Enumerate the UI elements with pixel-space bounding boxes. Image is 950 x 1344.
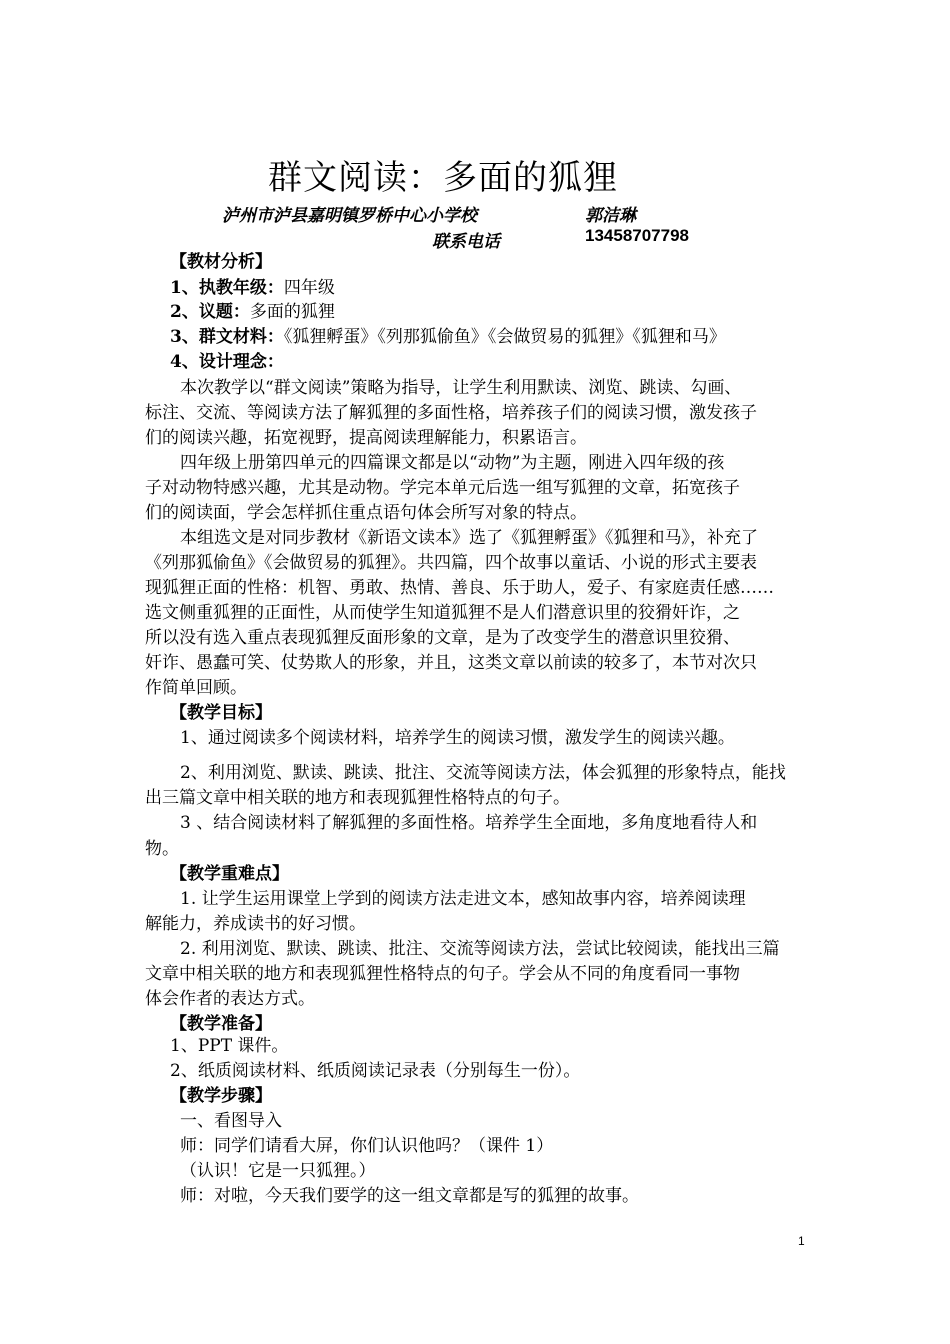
concept-p2-line: 子对动物特感兴趣，尤其是动物。学完本单元后选一组写狐狸的文章，拓宽孩子 [145, 478, 740, 498]
concept-p3-line: 奸诈、愚蠢可笑、仗势欺人的形象，并且，这类文章以前读的较多了，本节对次只 [145, 653, 757, 673]
step-line: 师：对啦，今天我们要学的这一组文章都是写的狐狸的故事。 [180, 1186, 639, 1206]
section-heading-key-points: 【教学重难点】 [170, 864, 289, 884]
item-topic-label: 2、议题： [170, 302, 250, 322]
phone-number: 13458707798 [585, 226, 690, 245]
section-heading-goals: 【教学目标】 [170, 703, 272, 723]
item-grade-value: 四年级 [283, 278, 335, 298]
concept-p3-line: 现狐狸正面的性格：机智、勇敢、热情、善良、乐于助人，爱子、有家庭责任感…… [145, 578, 774, 598]
section-heading-materials: 【教材分析】 [170, 252, 272, 272]
step-line: 师：同学们请看大屏，你们认识他吗？（课件 1） [180, 1136, 554, 1156]
concept-p1-line: 本次教学以“群文阅读”策略为指导，让学生利用默读、浏览、跳读、勾画、 [180, 378, 742, 398]
item-grade-label: 1、执教年级： [170, 278, 284, 298]
item-materials-label: 3、群文材料： [170, 327, 284, 347]
concept-p1-line: 标注、交流、等阅读方法了解狐狸的多面性格，培养孩子们的阅读习惯，激发孩子 [145, 403, 757, 423]
concept-p3-line: 选文侧重狐狸的正面性，从而使学生知道狐狸不是人们潜意识里的狡猾奸诈，之 [145, 603, 740, 623]
item-concept-label: 4、设计理念： [170, 352, 284, 372]
section-heading-steps: 【教学步骤】 [170, 1086, 272, 1106]
item-topic [170, 299, 835, 325]
goal-3-line: 物。 [145, 839, 179, 859]
concept-p3-line: 所以没有选入重点表现狐狸反面形象的文章，是为了改变学生的潜意识里狡猾、 [145, 628, 740, 648]
goal-3-line: 3 、结合阅读材料了解狐狸的多面性格。培养学生全面地，多角度地看待人和 [180, 813, 758, 833]
key-point-1-line: 1. 让学生运用课堂上学到的阅读方法走进文本，感知故事内容，培养阅读理 [180, 889, 746, 909]
step-line: 一、看图导入 [180, 1111, 282, 1131]
item-topic-value: 多面的狐狸 [249, 302, 335, 322]
key-point-1-line: 解能力，养成读书的好习惯。 [145, 914, 366, 934]
goal-2-line: 2、利用浏览、默读、跳读、批注、交流等阅读方法，体会狐狸的形象特点，能找 [180, 763, 786, 783]
section-heading-preparation: 【教学准备】 [170, 1014, 272, 1034]
author-name: 郭洁琳 [585, 206, 636, 226]
key-point-2-line: 文章中相关联的地方和表现狐狸性格特点的句子。学会从不同的角度看同一事物 [145, 964, 740, 984]
phone-label: 联系电话 [432, 232, 500, 252]
document-title: 群文阅读：多面的狐狸 [268, 158, 618, 198]
prep-item-2: 2、纸质阅读材料、纸质阅读记录表（分别每生一份）。 [170, 1061, 581, 1081]
item-materials-value: 《狐狸孵蛋》《列那狐偷鱼》《会做贸易的狐狸》《狐狸和马》 [283, 327, 726, 347]
concept-p3-line: 本组选文是对同步教材《新语文读本》选了《狐狸孵蛋》《狐狸和马》，补充了 [180, 528, 758, 548]
concept-p2-line: 们的阅读面，学会怎样抓住重点语句体会所写对象的特点。 [145, 503, 587, 523]
school-name: 泸州市泸县嘉明镇罗桥中心小学校 [222, 206, 477, 226]
step-line: （认识！它是一只狐狸。） [180, 1161, 376, 1181]
page-number: 1 [798, 1234, 805, 1248]
item-grade [170, 275, 835, 301]
concept-p1-line: 们的阅读兴趣，拓宽视野，提高阅读理解能力，积累语言。 [145, 428, 587, 448]
goal-1: 1、通过阅读多个阅读材料，培养学生的阅读习惯，激发学生的阅读兴趣。 [180, 728, 735, 748]
key-point-2-line: 2. 利用浏览、默读、跳读、批注、交流等阅读方法，尝试比较阅读，能找出三篇 [180, 939, 780, 959]
concept-p2-line: 四年级上册第四单元的四篇课文都是以“动物”为主题，刚进入四年级的孩 [180, 453, 725, 473]
key-point-2-line: 体会作者的表达方式。 [145, 989, 315, 1009]
concept-p3-line: 《列那狐偷鱼》《会做贸易的狐狸》。共四篇，四个故事以童话、小说的形式主要表 [145, 553, 757, 573]
prep-item-1: 1、PPT 课件。 [170, 1036, 289, 1056]
concept-p3-line: 作简单回顾。 [145, 678, 247, 698]
goal-2-line: 出三篇文章中相关联的地方和表现狐狸性格特点的句子。 [145, 788, 570, 808]
item-materials [170, 324, 835, 350]
